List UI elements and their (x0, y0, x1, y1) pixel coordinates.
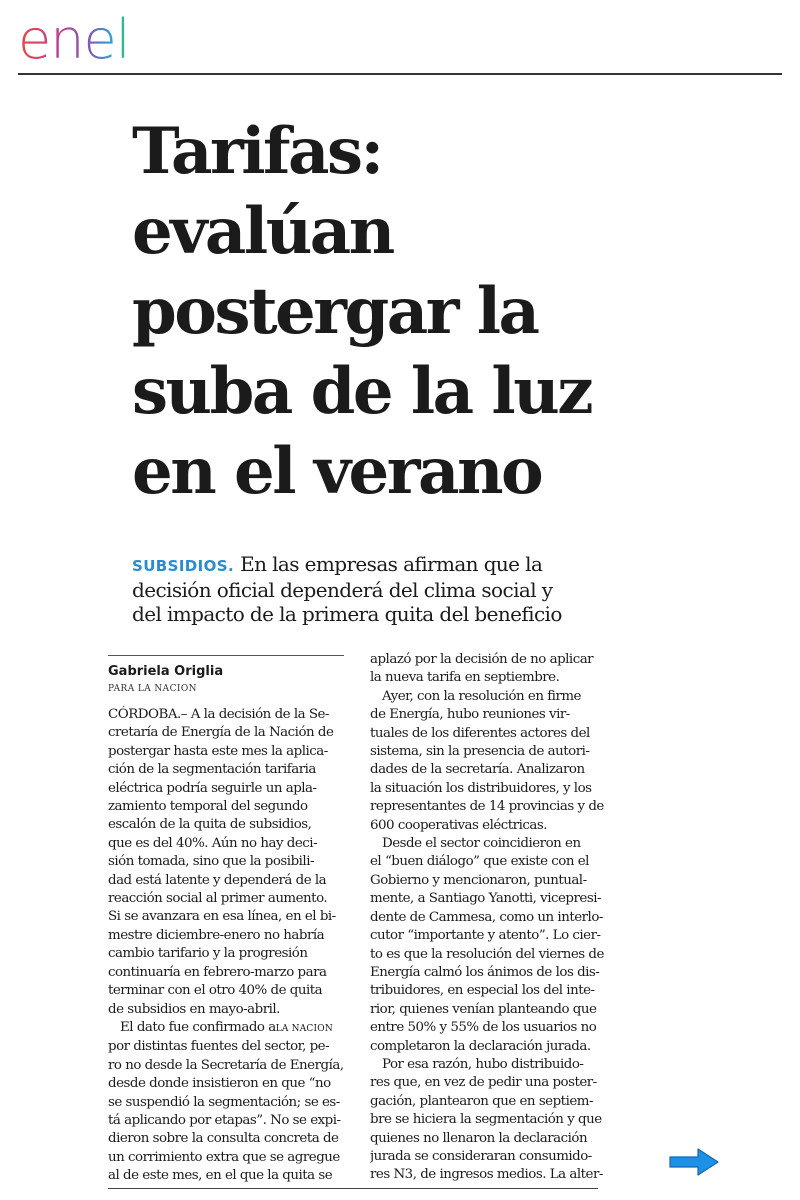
body-line: el “buen diálogo” que existe con el (370, 854, 589, 870)
body-line: Si se avanzara en esa línea, en el bi- (108, 909, 336, 925)
body-line: terminar con el otro 40% de quita (108, 983, 323, 999)
publication-name: LA NACION (275, 1023, 333, 1034)
body-line: mente, a Santiago Yanotti, vicepresi- (370, 891, 601, 907)
body-line: Energía calmó los ánimos de los dis- (370, 964, 600, 980)
body-line: Gobierno y mencionaron, puntual- (370, 872, 587, 888)
body-line: 600 cooperativas eléctricas. (370, 817, 547, 833)
body-line: de subsidios en mayo-abril. (108, 1001, 280, 1017)
body-line: dente de Cammesa, como un interlo- (370, 909, 603, 925)
body-line: la nueva tarifa en septiembre. (370, 670, 560, 686)
body-line: dad está latente y dependerá de la (108, 872, 327, 888)
headline-line: postergar la (132, 274, 538, 349)
enel-logo (16, 6, 176, 68)
body-text: El dato fue confirmado a (120, 1019, 276, 1035)
body-line: dieron sobre la consulta concreta de (108, 1131, 339, 1147)
body-line: que es del 40%. Aún no hay deci- (108, 835, 318, 851)
headline-line: suba de la luz (132, 354, 592, 429)
body-line: jurada se consideraran consumido- (370, 1148, 592, 1164)
body-line: entre 50% y 55% de los usuarios no (370, 1020, 597, 1036)
body-line: se suspendió la segmentación; se es- (108, 1094, 340, 1110)
body-line: Por esa razón, hubo distribuido- (382, 1056, 584, 1072)
body-line: al de este mes, en el que la quita se (108, 1168, 333, 1184)
body-column-1 (108, 706, 344, 1186)
body-line (108, 1019, 344, 1038)
body-line: tuales de los diferentes actores del (370, 725, 590, 741)
body-line: res N3, de ingresos medios. La alter- (370, 1167, 603, 1183)
body-line: ción de la segmentación tarifaria (108, 762, 316, 778)
deck-line: En las empresas afirman que la (240, 552, 543, 576)
logo-text: enel (18, 8, 130, 68)
section-kicker: SUBSIDIOS. (132, 557, 235, 575)
deck (132, 552, 632, 626)
byline-divider (108, 655, 344, 656)
body-line: por distintas fuentes del sector, pe- (108, 1039, 330, 1055)
bottom-divider (108, 1188, 598, 1189)
headline (132, 112, 692, 512)
body-line: quienes no llenaron la declaración (370, 1130, 588, 1146)
top-divider (18, 73, 782, 75)
body-line: cretaría de Energía de la Nación de (108, 725, 334, 741)
headline-line: Tarifas: (132, 114, 382, 189)
deck-line: del impacto de la primera quita del beneficio (132, 602, 562, 626)
body-line: eléctrica podría seguirle un apla- (108, 780, 317, 796)
body-line: cutor “importante y atento”. Lo cier- (370, 928, 601, 944)
body-line: la situación los distribuidores, y los (370, 780, 592, 796)
body-line: representantes de 14 provincias y de (370, 799, 604, 815)
body-line: aplazó por la decisión de no aplicar (370, 652, 594, 667)
body-line: reacción social al primer aumento. (108, 891, 328, 907)
body-line: un corrimiento extra que se agregue (108, 1149, 340, 1165)
body-line: de Energía, hubo reuniones vir- (370, 707, 570, 723)
body-line: tá aplicando por etapas”. No se expi- (108, 1112, 341, 1128)
body-line: rior, quienes venían planteando que (370, 1001, 597, 1017)
body-line: ro no desde la Secretaría de Energía, (108, 1057, 344, 1073)
body-line: desde donde insistieron en que “no (108, 1076, 331, 1092)
body-line: tribuidores, en especial los del inte- (370, 983, 595, 999)
body-line: escalón de la quita de subsidios, (108, 817, 312, 833)
body-line: sistema, sin la presencia de autori- (370, 744, 590, 760)
author-name: Gabriela Origlia (108, 664, 224, 679)
body-line: sión tomada, sino que la posibili- (108, 854, 315, 870)
body-line: res que, en vez de pedir una poster- (370, 1075, 597, 1091)
body-line: Ayer, con la resolución en firme (382, 688, 581, 704)
headline-line: evalúan (132, 194, 393, 269)
arrow-right-icon[interactable] (668, 1146, 722, 1178)
body-column-2 (370, 651, 610, 1185)
body-line: zamiento temporal del segundo (108, 799, 308, 815)
body-line: gación, plantearon que en septiem- (370, 1093, 593, 1109)
body-line: mestre diciembre-enero no habría (108, 927, 325, 943)
body-line: postergar hasta este mes la aplica- (108, 743, 328, 759)
body-line: dades de la secretaría. Analizaron (370, 762, 585, 778)
body-line: continuaría en febrero-marzo para (108, 964, 327, 980)
deck-line: decisión oficial dependerá del clima social y (132, 578, 553, 602)
body-line: bre se hiciera la segmentación y que (370, 1112, 602, 1128)
body-line: completaron la declaración jurada. (370, 1038, 591, 1054)
body-line: cambio tarifario y la progresión (108, 946, 308, 962)
body-line: Desde el sector coincidieron en (382, 836, 581, 852)
author-source: PARA LA NACION (108, 684, 197, 694)
body-line: to es que la resolución del viernes de (370, 946, 604, 962)
body-line: CÓRDOBA.– A la decisión de la Se- (108, 707, 329, 722)
headline-line: en el verano (132, 434, 542, 509)
